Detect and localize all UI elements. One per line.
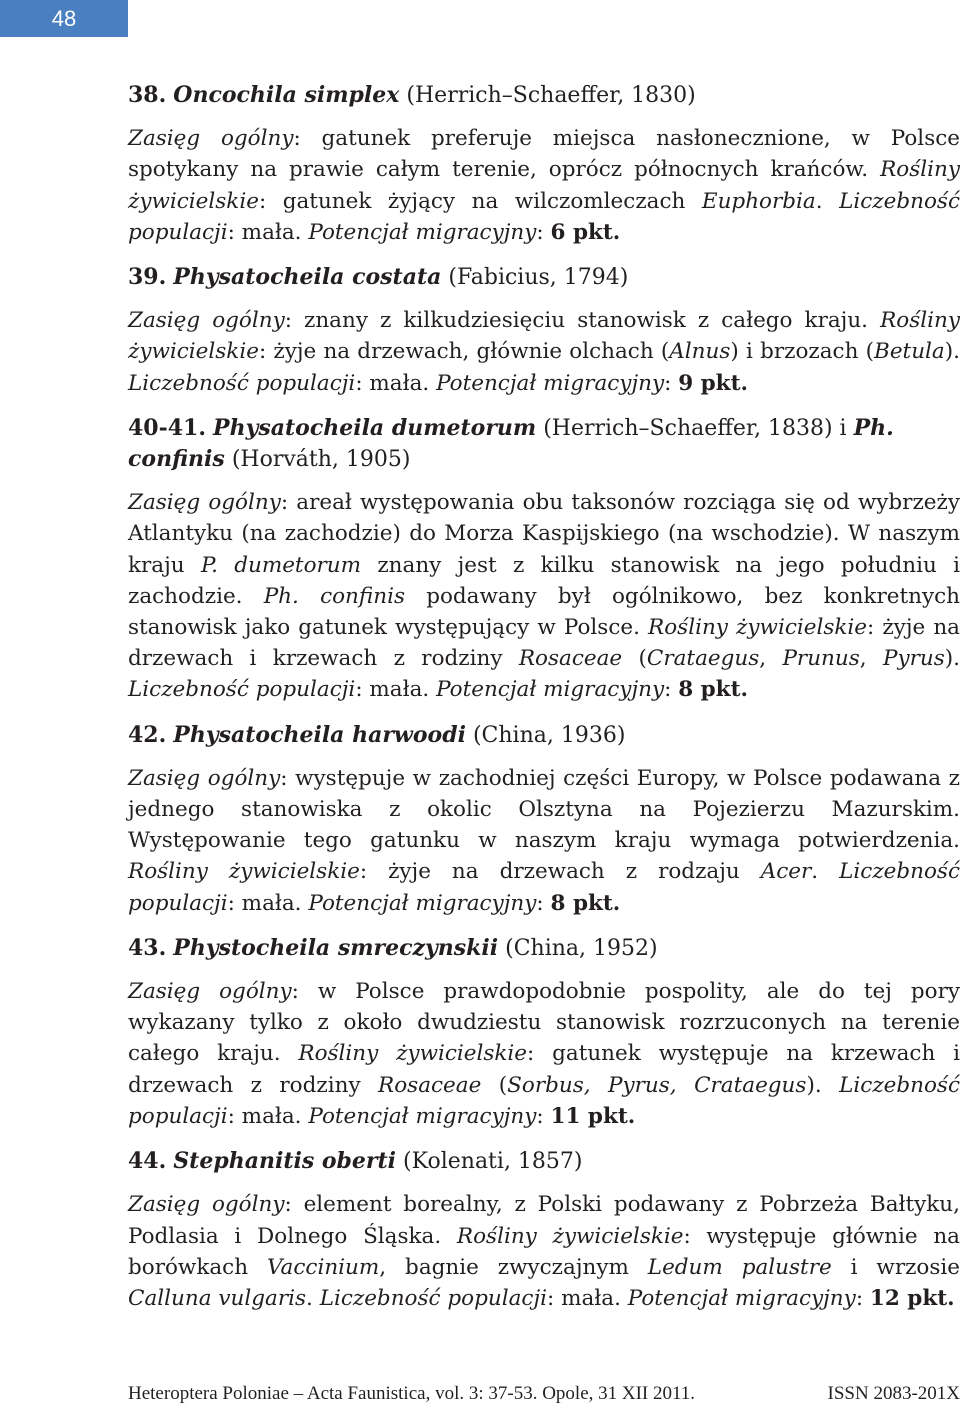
taxon-name: Physatocheila harwoodi xyxy=(173,721,466,748)
field-text: : żyje na drzewach i krzewach z rodziny xyxy=(128,615,960,672)
taxon-name: Stephanitis oberti xyxy=(173,1148,397,1175)
taxon-author: (China, 1952) xyxy=(505,935,658,961)
page-number-tab xyxy=(0,0,128,37)
field-text: : mała. xyxy=(355,370,437,396)
genus-name: Crataegus xyxy=(646,646,760,672)
journal-citation: Heteroptera Poloniae – Acta Faunistica, vol. 3: 37-53. Opole, 31 XII 2011. xyxy=(128,1383,696,1404)
taxon-name: Oncochila simplex xyxy=(173,82,400,108)
entry-number: 42. xyxy=(128,721,167,748)
taxon-name: Physatocheila costata xyxy=(173,264,442,291)
field-text: ) i brzozach ( xyxy=(730,339,875,365)
field-label: Liczebność populacji xyxy=(319,1285,547,1311)
species-list xyxy=(128,80,960,1328)
field-text: : mała. xyxy=(227,219,309,245)
entry-body xyxy=(128,763,960,919)
migration-score: 6 pkt. xyxy=(550,219,621,245)
field-text: : xyxy=(536,219,551,245)
field-text: ( xyxy=(481,1072,508,1098)
field-text: : xyxy=(855,1285,870,1311)
entry-body xyxy=(128,1189,960,1314)
entry-body xyxy=(128,976,960,1132)
field-label: Potencjał migracyjny xyxy=(627,1285,856,1311)
field-label: Potencjał migracyjny xyxy=(436,370,665,396)
taxon-author-second: (Horváth, 1905) xyxy=(231,447,411,473)
family-name: Rosaceae xyxy=(378,1072,482,1098)
genus-name: Prunus xyxy=(782,646,860,672)
migration-score: 8 pkt. xyxy=(678,677,748,703)
taxon-ref: Ph. confinis xyxy=(263,583,405,609)
species-entry-42 xyxy=(128,720,960,919)
field-label: Liczebność populacji xyxy=(128,677,356,703)
migration-score: 11 pkt. xyxy=(550,1103,636,1129)
field-text: : mała. xyxy=(355,677,437,703)
field-text: , xyxy=(759,646,783,672)
field-label: Liczebność populacji xyxy=(128,859,960,916)
field-label: Rośliny żywicielskie xyxy=(456,1223,684,1249)
field-text: : żyje na drzewach z rodzaju xyxy=(359,859,761,885)
field-label: Rośliny żywicielskie xyxy=(128,157,960,214)
field-label: Liczebność populacji xyxy=(128,370,356,396)
taxon-name-second: Ph. confinis xyxy=(128,414,894,473)
field-text: podawany był ogólnikowo, bez konkretnych stanowisk jako gatunek występujący w Polsce. xyxy=(128,583,960,641)
field-label: Zasięg ogólny xyxy=(128,126,294,152)
genus-name: Pyrus xyxy=(883,646,945,672)
taxon-author: (Herrich–Schaeffer, 1830) xyxy=(406,83,696,108)
field-label: Potencjał migracyjny xyxy=(308,219,537,245)
species-name: Calluna vulgaris xyxy=(128,1285,307,1311)
field-label: Zasięg ogólny xyxy=(128,490,281,516)
species-entry-43 xyxy=(128,933,960,1132)
field-text: . xyxy=(306,1285,320,1311)
genus-name: Vaccinium xyxy=(267,1254,380,1280)
field-text: : gatunek preferuje miejsca nasłonecznione, w Polsce spotykany na prawie całym terenie, oprócz północnych krańców. xyxy=(128,126,960,183)
genus-list: Sorbus, Pyrus, Crataegus xyxy=(507,1072,807,1098)
species-entry-38 xyxy=(128,80,960,248)
field-text: : element borealny, z Polski podawany z Pobrzeża Bałtyku, Podlasia i Dolnego Śląska. xyxy=(128,1192,960,1249)
field-text: i wrzosie xyxy=(831,1254,960,1280)
taxon-author: (China, 1936) xyxy=(472,722,626,748)
field-label: Zasięg ogólny xyxy=(128,979,292,1005)
field-text: : xyxy=(664,370,679,396)
field-text: ). xyxy=(806,1072,840,1098)
field-label: Zasięg ogólny xyxy=(128,765,281,791)
taxon-author: (Kolenati, 1857) xyxy=(403,1149,583,1175)
entry-title xyxy=(128,1146,960,1177)
entry-title xyxy=(128,80,960,111)
field-text: : w Polsce prawdopodobnie pospolity, ale do tej pory wykazany tylko z około dwudziestu stanowisk rozrzuconych na terenie całego kraju. xyxy=(128,979,960,1067)
page-footer xyxy=(128,1383,960,1405)
field-label: Liczebność populacji xyxy=(128,1072,960,1129)
entry-body xyxy=(128,487,960,705)
taxon-name: Physatocheila dumetorum xyxy=(213,414,537,441)
field-text: : gatunek występuje na krzewach i drzewach z rodziny xyxy=(128,1041,960,1098)
taxon-ref: P. dumetorum xyxy=(200,552,362,578)
entry-number: 44. xyxy=(128,1148,167,1175)
species-entry-39 xyxy=(128,262,960,399)
field-text: : areał występowania obu taksonów rozciąga się od wybrzeży Atlantyku (na zachodzie) do Morza Kaspijskiego (na wschodzie). W naszym kraju xyxy=(128,490,960,578)
entry-number: 43. xyxy=(128,934,167,961)
field-label: Liczebność populacji xyxy=(128,188,960,245)
issn: ISSN 2083-201X xyxy=(827,1383,960,1404)
genus-name: Alnus xyxy=(669,339,731,365)
field-text: , bagnie zwyczajnym xyxy=(379,1254,648,1280)
entry-body xyxy=(128,305,960,399)
field-text: ). xyxy=(944,646,960,672)
entry-number: 40-41. xyxy=(128,414,207,441)
migration-score: 8 pkt. xyxy=(550,890,621,916)
entry-title xyxy=(128,720,960,751)
species-entry-40-41 xyxy=(128,413,960,706)
migration-score: 12 pkt. xyxy=(869,1285,955,1311)
field-text: : mała. xyxy=(547,1285,628,1311)
species-entry-44 xyxy=(128,1146,960,1314)
entry-number: 39. xyxy=(128,264,167,291)
field-text: : xyxy=(664,677,679,703)
field-label: Rośliny żywicielskie xyxy=(298,1041,528,1067)
genus-name: Betula xyxy=(874,339,945,365)
field-text: : mała. xyxy=(227,1103,309,1129)
field-label: Zasięg ogólny xyxy=(128,308,285,334)
migration-score: 9 pkt. xyxy=(678,370,748,396)
field-text: : znany z kilkudziesięciu stanowisk z całego kraju. xyxy=(284,308,881,334)
entry-title xyxy=(128,413,960,475)
field-label: Rośliny żywicielskie xyxy=(128,859,360,885)
field-text: : xyxy=(536,1103,551,1129)
field-label: Potencjał migracyjny xyxy=(436,677,665,703)
field-label: Zasięg ogólny xyxy=(128,1192,285,1218)
taxon-author: (Fabicius, 1794) xyxy=(448,265,629,291)
taxon-author: (Herrich–Schaeffer, 1838) i xyxy=(543,415,847,441)
field-text: . xyxy=(815,188,840,214)
field-text: ( xyxy=(622,646,647,672)
species-name: Ledum palustre xyxy=(647,1254,832,1280)
field-text: : xyxy=(536,890,551,916)
taxon-name: Phystocheila smreczynskii xyxy=(173,934,499,961)
field-text: , xyxy=(859,646,883,672)
field-text: ). xyxy=(944,339,960,365)
field-label: Rośliny żywicielskie xyxy=(128,308,960,365)
entry-body xyxy=(128,123,960,248)
field-text: . xyxy=(811,859,840,885)
field-label: Rośliny żywicielskie xyxy=(648,615,867,641)
field-label: Potencjał migracyjny xyxy=(308,890,537,916)
field-text: : występuje w zachodniej części Europy, w Polsce podawana z jednego stanowiska z okolic Olsztyna na Pojezierzu Mazurskim. Występowanie tego gatunku w naszym kraju wymaga potwierdzenia. xyxy=(128,765,960,854)
genus-name: Euphorbia xyxy=(701,188,816,214)
entry-title xyxy=(128,262,960,293)
entry-number: 38. xyxy=(128,82,167,108)
field-text: znany jest z kilku stanowisk na jego południu i zachodzie. xyxy=(128,552,960,609)
entry-title xyxy=(128,933,960,964)
field-text: : mała. xyxy=(227,890,309,916)
field-text: : występuje głównie na borówkach xyxy=(128,1223,960,1280)
field-label: Potencjał migracyjny xyxy=(308,1103,537,1129)
family-name: Rosaceae xyxy=(518,646,623,672)
field-text: : żyje na drzewach, głównie olchach ( xyxy=(258,339,670,365)
page-number: 48 xyxy=(51,5,77,31)
genus-name: Acer xyxy=(760,859,812,885)
field-text: : gatunek żyjący na wilczomleczach xyxy=(258,188,702,214)
